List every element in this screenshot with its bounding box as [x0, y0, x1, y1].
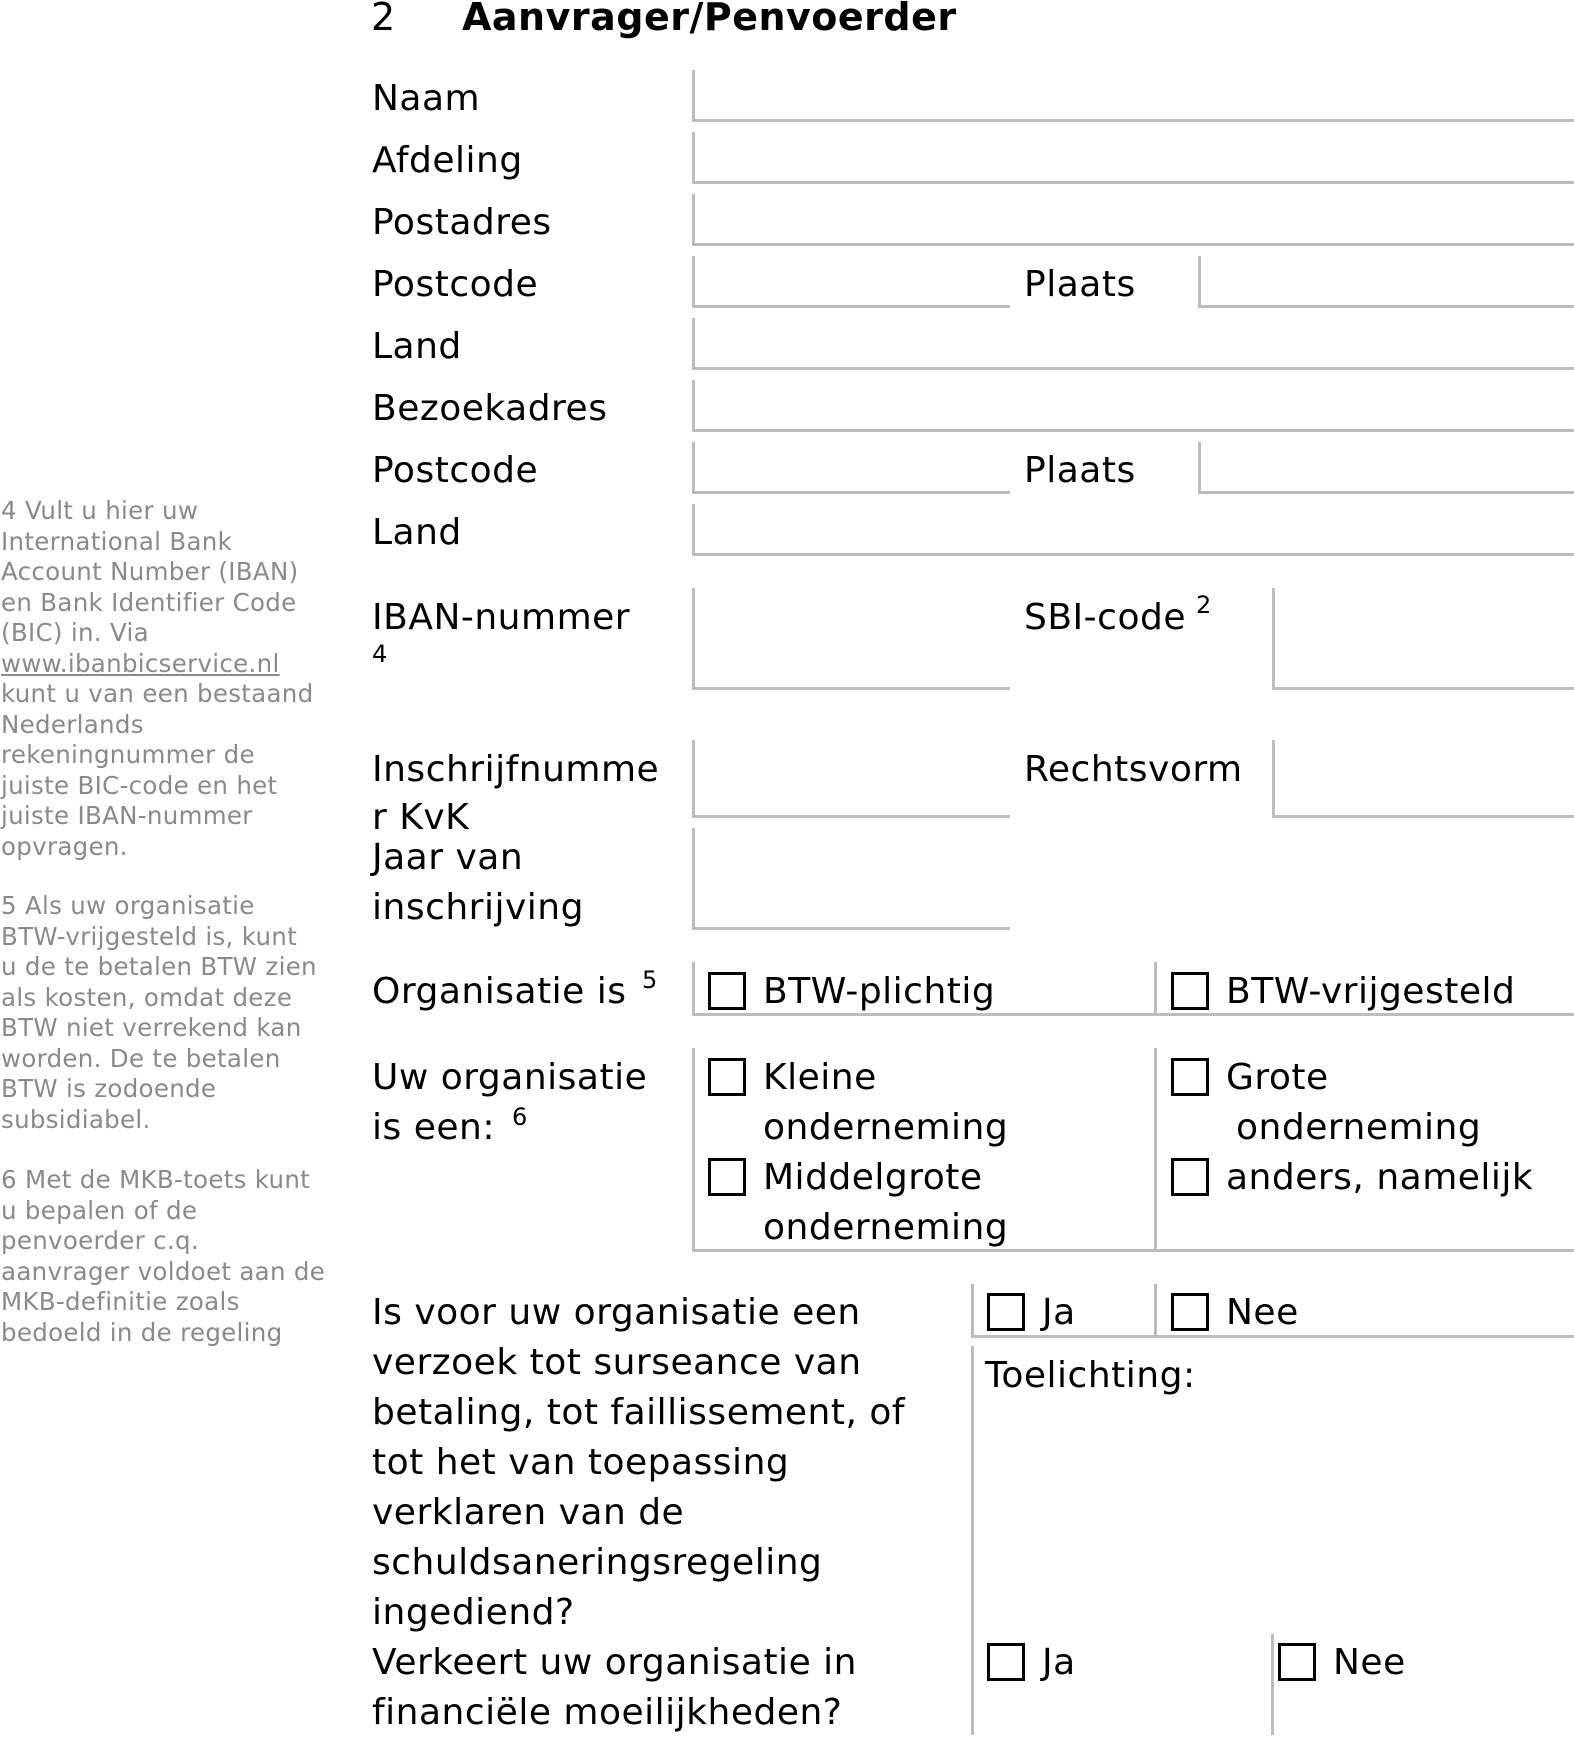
iban-label: IBAN-nummer [372, 597, 631, 638]
kleine-onderneming-label-line1: Kleine [763, 1057, 877, 1098]
postadres-label: Postadres [372, 202, 552, 243]
kvk-field[interactable] [692, 740, 1010, 818]
kleine-onderneming-label-line2: onderneming [763, 1107, 1009, 1148]
bezoek-plaats-field[interactable] [1198, 442, 1574, 494]
toelichting-field[interactable] [974, 1346, 1574, 1636]
btw-label: Organisatie is [372, 971, 627, 1012]
kvk-label-line2: r KvK [372, 797, 470, 838]
sbi-label: SBI-code [1024, 597, 1186, 638]
surseance-nee-cell [1154, 1284, 1574, 1338]
middelgrote-onderneming-label-line1: Middelgrote [763, 1157, 983, 1198]
ibanbicservice-link[interactable]: www.ibanbicservice.nl [1, 648, 280, 678]
financieel-ja-checkbox[interactable] [987, 1643, 1025, 1681]
footnote-6: 6 Met de MKB-toets kunt u bepalen of de penvoerder c.q. aanvrager voldoet aan de MKB-definitie zoals bedoeld in de regeling [1, 1165, 326, 1347]
footnote-4: 4 Vult u hier uw International Bank Account Number (IBAN) en Bank Identifier Code (BIC) in. Via www.ibanbicservice.nl kunt u van een bestaand Nederlands rekeningnummer de juiste BIC-code en het juiste IBAN-nummer opvragen. [1, 496, 314, 861]
section-number: 2 [371, 0, 396, 39]
middelgrote-onderneming-label-line2: onderneming [763, 1207, 1009, 1248]
land-field[interactable] [692, 318, 1574, 370]
btw-vrijgesteld-label: BTW-vrijgesteld [1226, 971, 1516, 1012]
jaar-inschrijving-field[interactable] [692, 828, 1010, 930]
bezoek-plaats-label: Plaats [1024, 450, 1136, 491]
plaats-field[interactable] [1198, 256, 1574, 308]
sbi-footnote-ref: 2 [1196, 591, 1212, 619]
bezoek-postcode-field[interactable] [692, 442, 1010, 494]
surseance-nee-checkbox[interactable] [1171, 1293, 1209, 1331]
anders-checkbox[interactable] [1171, 1158, 1209, 1196]
grote-onderneming-label-line1: Grote [1226, 1057, 1329, 1098]
surseance-nee-label: Nee [1226, 1292, 1299, 1333]
kvk-label-line1: Inschrijfnumme [372, 749, 660, 790]
bezoek-land-label: Land [372, 512, 462, 553]
financieel-nee-label: Nee [1333, 1642, 1406, 1683]
section-title: Aanvrager/Penvoerder [462, 0, 957, 39]
bezoekadres-field[interactable] [692, 380, 1574, 432]
naam-field[interactable] [692, 70, 1574, 122]
bezoekadres-label: Bezoekadres [372, 388, 608, 429]
iban-footnote-ref: 4 [372, 640, 388, 668]
postadres-field[interactable] [692, 194, 1574, 246]
btw-vrijgesteld-checkbox[interactable] [1171, 972, 1209, 1010]
jaar-label-line1: Jaar van [372, 837, 524, 878]
financieel-ja-label: Ja [1042, 1642, 1076, 1683]
plaats-label: Plaats [1024, 264, 1136, 305]
financieel-question: Verkeert uw organisatie in financiële moeilijkheden? [372, 1642, 857, 1733]
anders-label: anders, namelijk [1226, 1157, 1534, 1198]
surseance-ja-checkbox[interactable] [987, 1293, 1025, 1331]
financieel-nee-divider [1271, 1634, 1274, 1735]
sbi-field[interactable] [1272, 588, 1574, 690]
rechtsvorm-field[interactable] [1272, 740, 1574, 818]
btw-plichtig-checkbox[interactable] [708, 972, 746, 1010]
financieel-ja-divider [971, 1634, 974, 1735]
toelichting-label: Toelichting: [985, 1355, 1196, 1396]
btw-footnote-ref: 5 [642, 966, 658, 994]
financieel-nee-checkbox[interactable] [1278, 1643, 1316, 1681]
kleine-onderneming-checkbox[interactable] [708, 1058, 746, 1096]
land-label: Land [372, 326, 462, 367]
org-type-footnote-ref: 6 [512, 1103, 528, 1131]
grote-onderneming-checkbox[interactable] [1171, 1058, 1209, 1096]
footnote-5: 5 Als uw organisatie BTW-vrijgesteld is, kunt u de te betalen BTW zien als kosten, omdat deze BTW niet verrekend kan worden. De te betalen BTW is zodoende subsidiabel. [1, 891, 317, 1134]
rechtsvorm-label: Rechtsvorm [1024, 749, 1243, 790]
org-type-label-line2: is een: [372, 1107, 495, 1148]
btw-plichtig-label: BTW-plichtig [763, 971, 996, 1012]
surseance-question: Is voor uw organisatie een verzoek tot surseance van betaling, tot faillissement, of tot het van toepassing verklaren van de schuldsaneringsregeling ingediend? [372, 1292, 906, 1633]
afdeling-field[interactable] [692, 132, 1574, 184]
org-type-label-line1: Uw organisatie [372, 1057, 648, 1098]
postcode-label: Postcode [372, 264, 539, 305]
grote-onderneming-label-line2: onderneming [1236, 1107, 1482, 1148]
middelgrote-onderneming-checkbox[interactable] [708, 1158, 746, 1196]
naam-label: Naam [372, 78, 481, 119]
bezoek-postcode-label: Postcode [372, 450, 539, 491]
postcode-field[interactable] [692, 256, 1010, 308]
afdeling-label: Afdeling [372, 140, 523, 181]
iban-field[interactable] [692, 588, 1010, 690]
bezoek-land-field[interactable] [692, 504, 1574, 556]
surseance-ja-label: Ja [1042, 1292, 1076, 1333]
jaar-label-line2: inschrijving [372, 887, 584, 928]
